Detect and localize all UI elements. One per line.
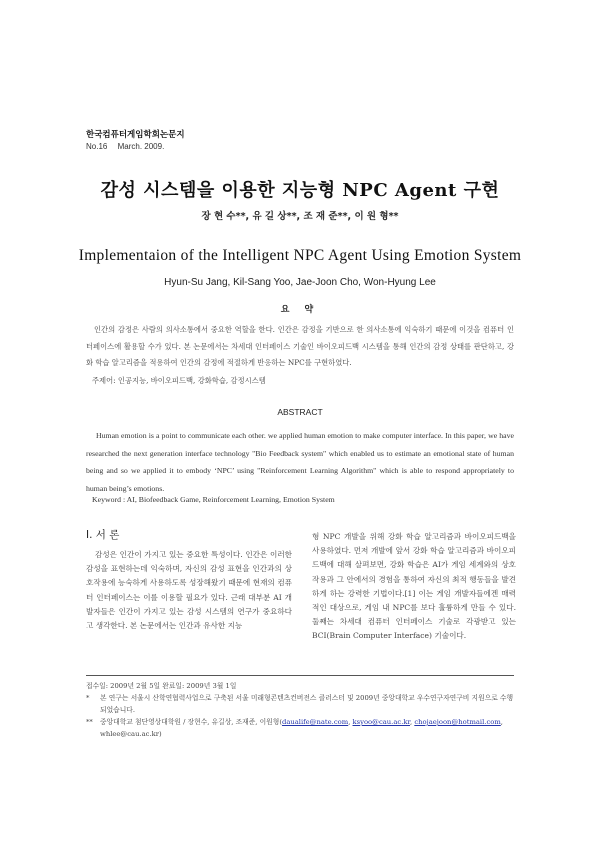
abstract-english-text: Human emotion is a point to communicate each other. we applied human emotion to make computer interface. In this paper, we have researched the next generation interface technology "Bio Feedback system" which enabled us to estimate an emotional state of human being and so we applied it to embody ‘NPC’ using "Reinforcement Learning Algorithm" which is able to respond appropriately to human being’s emotions.: [86, 431, 514, 493]
email-link-2[interactable]: ksyoo@cau.ac.kr: [352, 718, 410, 726]
footnote-2: [86, 716, 518, 740]
issue-date: March. 2009.: [117, 142, 165, 151]
email-separator-2: ,: [409, 718, 415, 726]
footnote-1-text: 본 연구는 서울시 산학연협력사업으로 구축된 서울 미래형콘텐츠컨버전스 클러스터 및 2009년 중앙대학교 우수연구자연구비 지원으로 수행되었습니다.: [100, 694, 514, 714]
body-column-left: [86, 548, 292, 633]
intro-paragraph-right: 형 NPC 개발을 위해 강화 학습 알고리즘과 바이오피드백을 사용하였다. 먼저 개발에 앞서 강화 학습 알고리즘과 바이오피드백에 대해 살펴보면, 강화 학습은 AI가 게임 세계와의 상호작용과 그 안에서의 경험을 통하여 자신의 최적 행동들을 발견하게 하는 강력한 기법이다.[1] 이는 게임 개발자들에겐 매력적인 대상으로, 게임 내 NPC를 보다 훌륭하게 만들 수 있다. 둘째는 차세대 컴퓨터 인터페이스 기술로 각광받고 있는 BCI(Brain Computer Interface) 기술이다.: [312, 532, 516, 641]
footnote-2-text: [100, 716, 518, 740]
footnote-2-suffix: ): [159, 730, 162, 738]
keywords-english: Keyword : AI, Biofeedback Game, Reinforcement Learning, Emotion System: [92, 495, 335, 504]
authors-english: Hyun-Su Jang, Kil-Sang Yoo, Jae-Joon Cho, Won-Hyung Lee: [164, 277, 436, 288]
abstract-english-body: [86, 427, 514, 497]
section-heading-introduction: Ⅰ. 서 론: [86, 529, 120, 541]
footnote-2-prefix: 중앙대학교 첨단영상대학원 / 장현수, 유길상, 조재준, 이원형(: [100, 718, 282, 726]
footnote-1: [86, 692, 518, 716]
journal-name: 한국컴퓨터게임학회논문지: [86, 130, 185, 140]
body-column-right: [312, 530, 516, 644]
email-link-3[interactable]: chojaejoon@hotmail.com: [414, 718, 501, 726]
abstract-korean-heading: 요 약: [280, 305, 320, 315]
footnote-2-mark: **: [86, 718, 93, 726]
footnote-divider: [86, 675, 514, 676]
footnote-1-mark: *: [86, 694, 90, 702]
abstract-korean-text: 인간의 감정은 사람의 의사소통에서 중요한 역할을 한다. 인간은 감정을 기반으로 한 의사소통에 익숙하기 때문에 이것을 컴퓨터 인터페이스에 활용할 수가 있다. 본 논문에서는 차세대 인터페이스 기술인 바이오피드백 시스템을 통해 인간의 감정 상태를 판단하고, 강화 학습 알고리즘을 적용하여 인간의 감정에 적절하게 반응하는 NPC를 구현하였다.: [86, 325, 514, 367]
abstract-english-heading: ABSTRACT: [277, 407, 323, 417]
email-separator-1: ,: [348, 718, 353, 726]
email-separator-3: ,: [500, 718, 503, 726]
issue-info: [86, 142, 172, 151]
abstract-korean-body: [86, 322, 514, 372]
email-link-4[interactable]: whlee@cau.ac.kr: [100, 730, 159, 738]
footnotes: [86, 680, 518, 740]
received-date-line: [86, 680, 518, 692]
intro-paragraph-left: 감성은 인간이 가지고 있는 중요한 특성이다. 인간은 이러한 감성을 표현하는데 익숙하며, 자신의 감성 표현을 인간과의 상호작용에 능숙하게 사용하도록 성장해왔기 때문에 현재의 컴퓨터 인터페이스는 이를 이용할 필요가 있다. 근래 대부분 AI 개발자들은 인간이 가지고 있는 감성 시스템의 연구가 중요하다고 생각한다. 본 논문에서는 인간과 유사한 지능: [86, 550, 292, 631]
paper-title-korean: 감성 시스템을 이용한 지능형 NPC Agent 구현: [100, 180, 500, 201]
received-date: 접수일: 2009년 2월 5일 완료일: 2009년 3월 1일: [86, 682, 237, 690]
paper-title-english: Implementaion of the Intelligent NPC Agent Using Emotion System: [78, 247, 522, 264]
keywords-korean: 주제어: 인공지능, 바이오피드백, 강화학습, 감정시스템: [92, 376, 266, 385]
authors-korean: 장 현 수**, 유 길 상**, 조 재 준**, 이 원 형**: [201, 211, 399, 222]
issue-number: No.16: [86, 142, 108, 151]
email-link-1[interactable]: daualife@nate.com: [281, 718, 349, 726]
